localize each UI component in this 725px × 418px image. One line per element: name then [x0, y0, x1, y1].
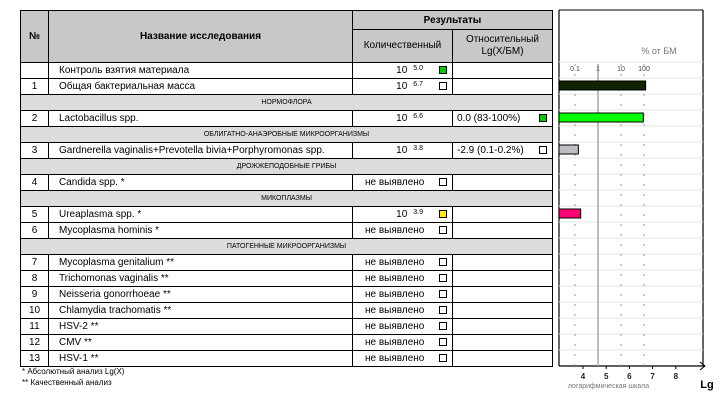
status-indicator-box: [439, 82, 447, 90]
pct-tick-label: 1: [596, 66, 600, 73]
section-label: ПАТОГЕННЫЕ МИКРООРГАНИЗМЫ: [21, 239, 553, 255]
row-relative: [453, 79, 553, 95]
quantitative-base: 10: [396, 81, 408, 92]
quantitative-value: [396, 207, 423, 223]
row-test-name: Gardnerella vaginalis+Prevotella bivia+Porphyromonas spp.: [49, 143, 353, 159]
row-quantitative: [353, 207, 453, 223]
quantitative-base: 10: [396, 145, 408, 156]
header-relative-line2: Lg(X/БМ): [481, 46, 524, 57]
table-row: [21, 255, 553, 271]
lg-tick-label: 6: [627, 372, 632, 381]
row-test-name: Mycoplasma hominis *: [49, 223, 353, 239]
row-num: 11: [21, 319, 49, 335]
row-relative: [453, 303, 553, 319]
status-indicator-box: [439, 306, 447, 314]
row-test-name: Общая бактериальная масса: [49, 79, 353, 95]
row-relative: [453, 143, 553, 159]
row-test-name: HSV-2 **: [49, 319, 353, 335]
quantitative-value: [396, 143, 423, 159]
row-quantitative: [353, 319, 453, 335]
header-num: №: [21, 11, 49, 63]
row-num: 13: [21, 351, 49, 367]
row-num: 12: [21, 335, 49, 351]
header-name: Название исследования: [49, 11, 353, 63]
table-row: [21, 79, 553, 95]
lg-axis-label: Lg: [700, 379, 714, 391]
table-row: [21, 223, 553, 239]
footnote-absolute: * Абсолютный анализ Lg(X): [22, 367, 125, 376]
pct-axis-title: % от БМ: [641, 46, 677, 56]
not-detected-text: не выявлено: [365, 305, 425, 316]
quantitative-base: 10: [396, 209, 408, 220]
not-detected-text: не выявлено: [365, 225, 425, 236]
section-row: [21, 159, 553, 175]
row-test-name: Контроль взятия материала: [49, 63, 353, 79]
row-num: 8: [21, 271, 49, 287]
row-num: 7: [21, 255, 49, 271]
row-num: 4: [21, 175, 49, 191]
quantitative-value: [396, 63, 423, 79]
table-row: [21, 287, 553, 303]
status-indicator-box: [439, 274, 447, 282]
row-quantitative: [353, 223, 453, 239]
table-row: [21, 143, 553, 159]
section-label: ОБЛИГАТНО-АНАЭРОБНЫЕ МИКРООРГАНИЗМЫ: [21, 127, 553, 143]
row-test-name: Chlamydia trachomatis **: [49, 303, 353, 319]
not-detected-text: не выявлено: [365, 321, 425, 332]
lg-tick-label: 7: [650, 372, 655, 381]
status-indicator-box: [439, 322, 447, 330]
row-relative: [453, 351, 553, 367]
row-quantitative: [353, 79, 453, 95]
section-row: [21, 95, 553, 111]
row-quantitative: [353, 175, 453, 191]
section-row: [21, 239, 553, 255]
status-indicator-box: [439, 226, 447, 234]
pct-tick-label: 0.1: [570, 66, 580, 73]
table-body: [21, 63, 553, 367]
status-indicator-box: [439, 258, 447, 266]
relative-value: -2.9 (0.1-0.2%): [457, 145, 524, 156]
table-row: [21, 303, 553, 319]
row-num: 6: [21, 223, 49, 239]
table-row: [21, 111, 553, 127]
table-row: [21, 319, 553, 335]
chart-bar: [559, 209, 581, 218]
table-row: [21, 271, 553, 287]
footnote-qualitative: ** Качественный анализ: [22, 378, 112, 387]
quantitative-value: [396, 79, 423, 95]
row-quantitative: [353, 111, 453, 127]
row-relative: [453, 223, 553, 239]
section-row: [21, 191, 553, 207]
header-quantitative: Количественный: [353, 30, 453, 63]
quantitative-exponent: 5.0: [413, 65, 423, 72]
row-relative: [453, 287, 553, 303]
relative-value: 0.0 (83-100%): [457, 113, 521, 124]
header-results: Результаты: [353, 11, 553, 30]
status-indicator-box: [439, 290, 447, 298]
row-test-name: Mycoplasma genitalium **: [49, 255, 353, 271]
row-test-name: Lactobacillus spp.: [49, 111, 353, 127]
table-row: [21, 207, 553, 223]
row-num: 2: [21, 111, 49, 127]
section-row: [21, 127, 553, 143]
status-indicator-box: [539, 146, 547, 154]
row-quantitative: [353, 351, 453, 367]
row-relative: [453, 335, 553, 351]
header-relative: [453, 30, 553, 63]
not-detected-text: не выявлено: [365, 289, 425, 300]
status-indicator-box: [439, 354, 447, 362]
quantitative-exponent: 3.8: [413, 145, 423, 152]
row-quantitative: [353, 271, 453, 287]
lg-chart: [555, 0, 725, 418]
pct-tick-label: 100: [638, 66, 650, 73]
row-quantitative: [353, 255, 453, 271]
header-relative-line1: Относительный: [465, 34, 540, 45]
row-test-name: Trichomonas vaginalis **: [49, 271, 353, 287]
status-indicator-box: [539, 114, 547, 122]
row-relative: [453, 319, 553, 335]
not-detected-text: не выявлено: [365, 177, 425, 188]
chart-bar: [559, 113, 643, 122]
row-relative: [453, 255, 553, 271]
pct-tick-label: 10: [617, 66, 625, 73]
row-num: 5: [21, 207, 49, 223]
row-quantitative: [353, 143, 453, 159]
row-quantitative: [353, 335, 453, 351]
not-detected-text: не выявлено: [365, 353, 425, 364]
row-num: 3: [21, 143, 49, 159]
chart-bar: [559, 145, 578, 154]
row-test-name: CMV **: [49, 335, 353, 351]
section-label: ДРОЖЖЕПОДОБНЫЕ ГРИБЫ: [21, 159, 553, 175]
scale-label: логарифмическая шкала: [567, 383, 650, 390]
quantitative-base: 10: [396, 65, 408, 76]
row-num: 1: [21, 79, 49, 95]
row-relative: [453, 111, 553, 127]
status-indicator-box: [439, 210, 447, 218]
row-quantitative: [353, 63, 453, 79]
quantitative-value: [396, 111, 423, 127]
row-num: 9: [21, 287, 49, 303]
row-test-name: HSV-1 **: [49, 351, 353, 367]
row-relative: [453, 271, 553, 287]
status-indicator-box: [439, 178, 447, 186]
row-num: [21, 63, 49, 79]
lg-tick-label: 4: [580, 372, 586, 381]
not-detected-text: не выявлено: [365, 337, 425, 348]
table-row: [21, 175, 553, 191]
row-test-name: Ureaplasma spp. *: [49, 207, 353, 223]
status-indicator-box: [439, 338, 447, 346]
row-relative: [453, 63, 553, 79]
not-detected-text: не выявлено: [365, 257, 425, 268]
row-quantitative: [353, 303, 453, 319]
table-row: [21, 63, 553, 79]
section-label: НОРМОФЛОРА: [21, 95, 553, 111]
quantitative-exponent: 6.6: [413, 113, 423, 120]
row-test-name: Neisseria gonorrhoeae **: [49, 287, 353, 303]
table-row: [21, 335, 553, 351]
lg-tick-label: 8: [673, 372, 679, 381]
status-indicator-box: [439, 66, 447, 74]
results-table: [20, 10, 553, 367]
quantitative-exponent: 6.7: [413, 81, 423, 88]
section-label: МИКОПЛАЗМЫ: [21, 191, 553, 207]
quantitative-exponent: 3.9: [413, 209, 423, 216]
row-num: 10: [21, 303, 49, 319]
row-relative: [453, 207, 553, 223]
table-row: [21, 351, 553, 367]
lg-tick-label: 5: [603, 372, 609, 381]
chart-bar: [559, 81, 646, 90]
row-quantitative: [353, 287, 453, 303]
not-detected-text: не выявлено: [365, 273, 425, 284]
row-relative: [453, 175, 553, 191]
quantitative-base: 10: [396, 113, 408, 124]
row-test-name: Candida spp. *: [49, 175, 353, 191]
